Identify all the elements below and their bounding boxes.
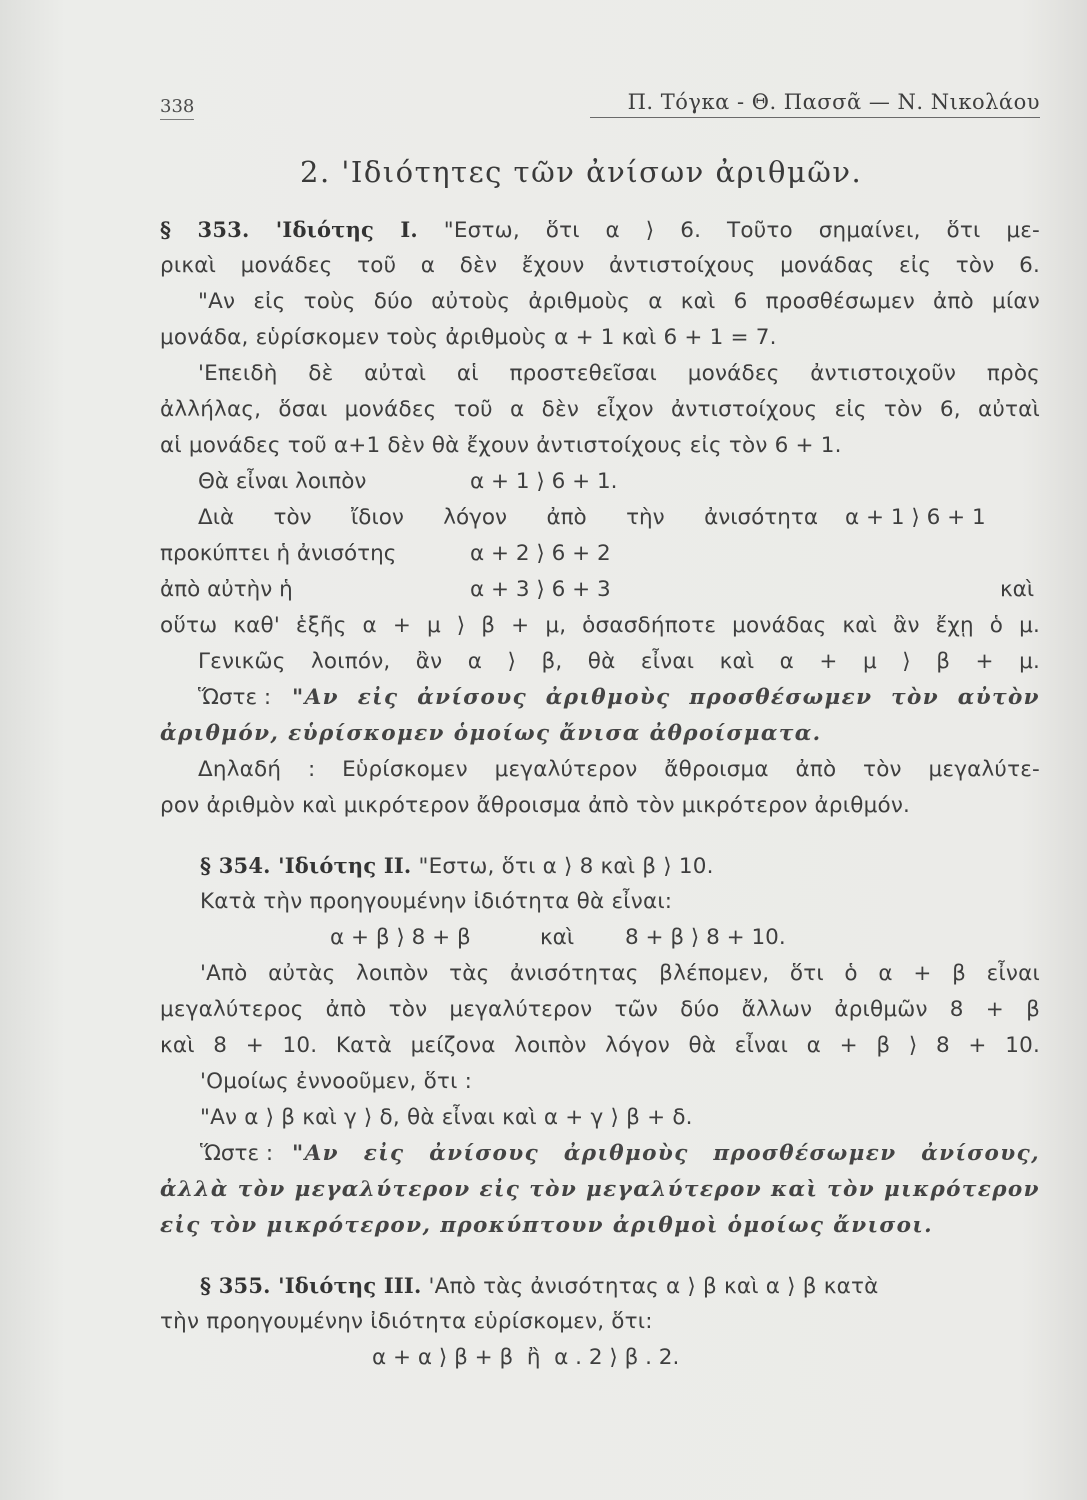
p353-line-11-text: ἀπὸ αὐτὴν ἡ — [160, 577, 293, 602]
p353-line-3: "Αν εἰς τοὺς δύο αὐτοὺς ἀριθμοὺς α καὶ 6 προσθέσωμεν ἀπὸ μίαν — [198, 289, 1040, 314]
p353-line-13: Γενικῶς λοιπόν, ἂν α ⟩ β, θὰ εἶναι καὶ α + μ ⟩ β + μ. — [198, 649, 1040, 674]
p353-line-2: ρικαὶ μονάδες τοῦ α δὲν ἔχουν ἀντιστοίχους μονάδας εἰς τὸν 6. — [160, 253, 1040, 278]
p354-line-1: § 354. 'Ιδιότης ΙΙ. "Εστω, ὅτι α ⟩ 8 καὶ β ⟩ 10. — [200, 853, 714, 879]
p353-line-14-label: Ὥστε : — [198, 685, 272, 710]
page-number: 338 — [160, 96, 194, 120]
p353-line-11-formula: α + 3 ⟩ 6 + 3 — [470, 577, 611, 602]
p353-line-9-text: Διὰ τὸν ἴδιον λόγον ἀπὸ τὴν ἀνισότητα — [198, 505, 818, 530]
p353-heading: § 353. 'Ιδιότης Ι. — [160, 217, 418, 242]
p353-line-7: αἱ μονάδες τοῦ α+1 δὲν θὰ ἔχουν ἀντιστοίχους εἰς τὸν 6 + 1. — [160, 433, 842, 458]
p354-line-4: 'Απὸ αὐτὰς λοιπὸν τὰς ἀνισότητας βλέπομεν, ὅτι ὁ α + β εἶναι — [200, 961, 1040, 986]
p354-rule-line-3: εἰς τὸν μικρότερον, προκύπτουν ἀριθμοὶ ὁμοίως ἄνισοι. — [160, 1213, 934, 1238]
p353-line-12: οὕτω καθ' ἑξῆς α + μ ⟩ β + μ, ὁσασδήποτε μονάδας καὶ ἂν ἔχῃ ὁ μ. — [160, 613, 1040, 638]
p354-rule-line-2: ἀλλὰ τὸν μεγαλύτερον εἰς τὸν μεγαλύτερον καὶ τὸν μικρότερον — [160, 1177, 1040, 1202]
p354-line-6: καὶ 8 + 10. Κατὰ μείζονα λοιπὸν λόγον θὰ εἶναι α + β ⟩ 8 + 10. — [160, 1033, 1040, 1058]
p355-line-2: τὴν προηγουμένην ἰδιότητα εὑρίσκομεν, ὅτι: — [160, 1309, 653, 1334]
p354-line-8: "Αν α ⟩ β καὶ γ ⟩ δ, θὰ εἶναι καὶ α + γ ⟩ β + δ. — [200, 1105, 693, 1130]
p353-line-10-formula: α + 2 ⟩ 6 + 2 — [470, 541, 611, 566]
p354-line-7: 'Ομοίως ἐννοοῦμεν, ὅτι : — [200, 1069, 473, 1094]
p354-line-5: μεγαλύτερος ἀπὸ τὸν μεγαλύτερον τῶν δύο ἄλλων ἀριθμῶν 8 + β — [160, 997, 1040, 1022]
p353-line-8-text: Θὰ εἶναι λοιπὸν — [198, 469, 367, 494]
section-title: 2. 'Ιδιότητες τῶν ἀνίσων ἀριθμῶν. — [300, 155, 863, 189]
p353-line-8-formula: α + 1 ⟩ 6 + 1. — [470, 469, 618, 494]
p354-line-3-and: καὶ — [540, 925, 575, 950]
p353-line-17: ρον ἀριθμὸν καὶ μικρότερον ἄθροισμα ἀπὸ τὸν μικρότερον ἀριθμόν. — [160, 793, 911, 818]
p353-line-1: § 353. 'Ιδιότης Ι. "Εστω, ὅτι α ⟩ 6. Τοῦτο σημαίνει, ὅτι με- — [160, 217, 1040, 243]
p354-line-9-label: Ὥστε : — [200, 1141, 274, 1166]
p353-rule-line-2: ἀριθμόν, εὑρίσκομεν ὁμοίως ἄνισα ἀθροίσματα. — [160, 721, 822, 746]
p353-rule-line-1: "Αν εἰς ἀνίσους ἀριθμοὺς προσθέσωμεν τὸν αὐτὸν — [292, 685, 1040, 710]
p353-line-4: μονάδα, εὑρίσκομεν τοὺς ἀριθμοὺς α + 1 καὶ 6 + 1 = 7. — [160, 325, 777, 350]
p355-line-3-formula: α + α ⟩ β + β ἢ α . 2 ⟩ β . 2. — [372, 1345, 680, 1370]
p354-line-3-formula-b: 8 + β ⟩ 8 + 10. — [625, 925, 786, 950]
p353-line-11-and: καὶ — [1000, 577, 1035, 602]
p353-line-6: ἀλλήλας, ὅσαι μονάδες τοῦ α δὲν εἶχον ἀντιστοίχους εἰς τὸν 6, αὐταὶ — [160, 397, 1040, 422]
p355-heading: § 355. 'Ιδιότης ΙΙΙ. — [200, 1273, 422, 1298]
p354-rule-line-1: "Αν εἰς ἀνίσους ἀριθμοὺς προσθέσωμεν ἀνίσους, — [292, 1141, 1040, 1166]
running-header-authors: Π. Τόγκα - Θ. Πασσᾶ — Ν. Νικολάου — [590, 90, 1040, 118]
p355-line-1: § 355. 'Ιδιότης ΙΙΙ. 'Απὸ τὰς ἀνισότητας α ⟩ β καὶ α ⟩ β κατὰ — [200, 1273, 879, 1299]
p354-heading: § 354. 'Ιδιότης ΙΙ. — [200, 853, 412, 878]
p354-line-3-formula-a: α + β ⟩ 8 + β — [330, 925, 471, 950]
p353-line-5: 'Επειδὴ δὲ αὐταὶ αἱ προστεθεῖσαι μονάδες ἀντιστοιχοῦν πρὸς — [198, 361, 1040, 386]
p353-line-10-text: προκύπτει ἡ ἀνισότης — [160, 541, 397, 566]
p354-line-2: Κατὰ τὴν προηγουμένην ἰδιότητα θὰ εἶναι: — [200, 889, 673, 914]
p353-line-9-formula: α + 1 ⟩ 6 + 1 — [845, 505, 986, 530]
p353-line-16: Δηλαδή : Εὑρίσκομεν μεγαλύτερον ἄθροισμα ἀπὸ τὸν μεγαλύτε- — [198, 757, 1040, 782]
